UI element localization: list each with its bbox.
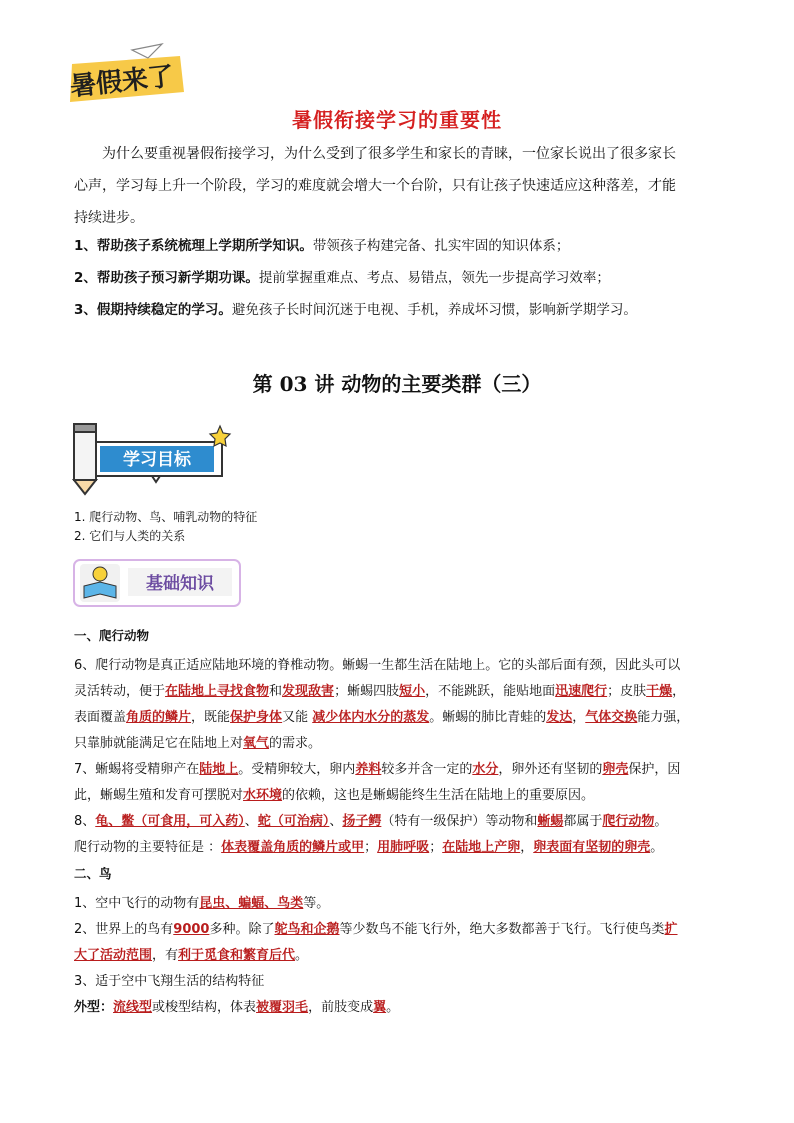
pencil-icon xyxy=(74,424,96,494)
logo xyxy=(62,42,192,112)
logo-text: 暑假来了 xyxy=(68,61,176,103)
goal-item: 1. 爬行动物、鸟、哺乳动物的特征 xyxy=(74,510,258,524)
reptile-line-1: 6、爬行动物是真正适应陆地环境的脊椎动物。蜥蜴一生都生活在陆地上。它的头部后面有颈，因此头可以 xyxy=(74,658,681,673)
intro-line-3: 持续进步。 xyxy=(74,210,144,226)
reptile-line-2: 灵活转动，便于在陆地上寻找食物和发现敌害；蜥蜴四肢短小，不能跳跃，能贴地面迅速爬行；皮肤干燥， xyxy=(74,684,686,699)
intro-item: 1、帮助孩子系统梳理上学期所学知识。带领孩子构建完备、扎实牢固的知识体系； xyxy=(74,238,570,254)
bird-heading: 二、鸟 xyxy=(74,866,112,881)
bird-line-2: 2、世界上的鸟有9000多种。除了鸵鸟和企鹅等少数鸟不能飞行外，绝大多数都善于飞行。飞行使鸟类扩 xyxy=(74,922,678,937)
bird-line-4: 3、适于空中飞翔生活的结构特征 xyxy=(74,974,265,989)
reptile-line-4: 只靠肺就能满足它在陆地上对氧气的需求。 xyxy=(74,736,322,751)
intro-item: 3、假期持续稳定的学习。避免孩子长时间沉迷于电视、手机，养成坏习惯，影响新学期学习。 xyxy=(74,302,637,318)
intro-paragraph xyxy=(74,138,734,234)
bird-line-5: 外型：流线型或梭型结构，体表被覆羽毛，前肢变成翼。 xyxy=(74,1000,400,1015)
reptile-line-8: 爬行动物的主要特征是 ：体表覆盖角质的鳞片或甲；用肺呼吸；在陆地上产卵，卵表面有坚韧的卵壳。 xyxy=(74,840,664,855)
banner-title: 暑假衔接学习的重要性 xyxy=(292,108,502,132)
goals-badge-label: 学习目标 xyxy=(123,450,191,470)
intro-line-1: 为什么要重视暑假衔接学习，为什么受到了很多学生和家长的青睐，一位家长说出了很多家长 xyxy=(102,146,676,162)
plane-logo-icon xyxy=(62,42,192,112)
intro-line-2: 心声，学习每上升一个阶段，学习的难度就会增大一个台阶，只有让孩子快速适应这种落差，才能 xyxy=(74,178,676,194)
bird-line-3: 大了活动范围，有利于觅食和繁育后代。 xyxy=(74,948,309,963)
reptile-heading: 一、爬行动物 xyxy=(74,628,150,643)
bird-section xyxy=(74,864,724,1024)
reptile-line-5: 7、蜥蜴将受精卵产在陆地上。受精卵较大，卵内养料较多并含一定的水分，卵外还有坚韧的卵壳保护，因 xyxy=(74,762,681,777)
reptile-line-6: 此，蜥蜴生殖和发育可摆脱对水环境的依赖，这也是蜥蜴能终生生活在陆地上的重要原因。 xyxy=(74,788,595,803)
lecture-title: 第 03 讲 动物的主要类群（三） xyxy=(252,372,542,396)
intro-item: 2、帮助孩子预习新学期功课。提前掌握重难点、考点、易错点，领先一步提高学习效率； xyxy=(74,270,610,286)
reptile-line-7: 8、龟、鳖（可食用，可入药）、蛇（可治病）、扬子鳄（特有一级保护）等动物和蜥蜴都属于爬行动物。 xyxy=(74,814,668,829)
goals-list xyxy=(74,508,257,546)
reptile-section xyxy=(74,626,724,866)
goal-item: 2. 它们与人类的关系 xyxy=(74,529,186,543)
intro-list xyxy=(74,230,734,326)
knowledge-badge-label: 基础知识 xyxy=(146,574,214,594)
knowledge-badge xyxy=(72,556,244,612)
reptile-line-3: 表面覆盖角质的鳞片，既能保护身体又能 减少体内水分的蒸发。蜥蜴的肺比青蛙的发达，气体交换能力强， xyxy=(74,710,690,725)
goals-badge xyxy=(66,418,241,496)
bird-line-1: 1、空中飞行的动物有昆虫、蝙蝠、鸟类等。 xyxy=(74,896,330,911)
